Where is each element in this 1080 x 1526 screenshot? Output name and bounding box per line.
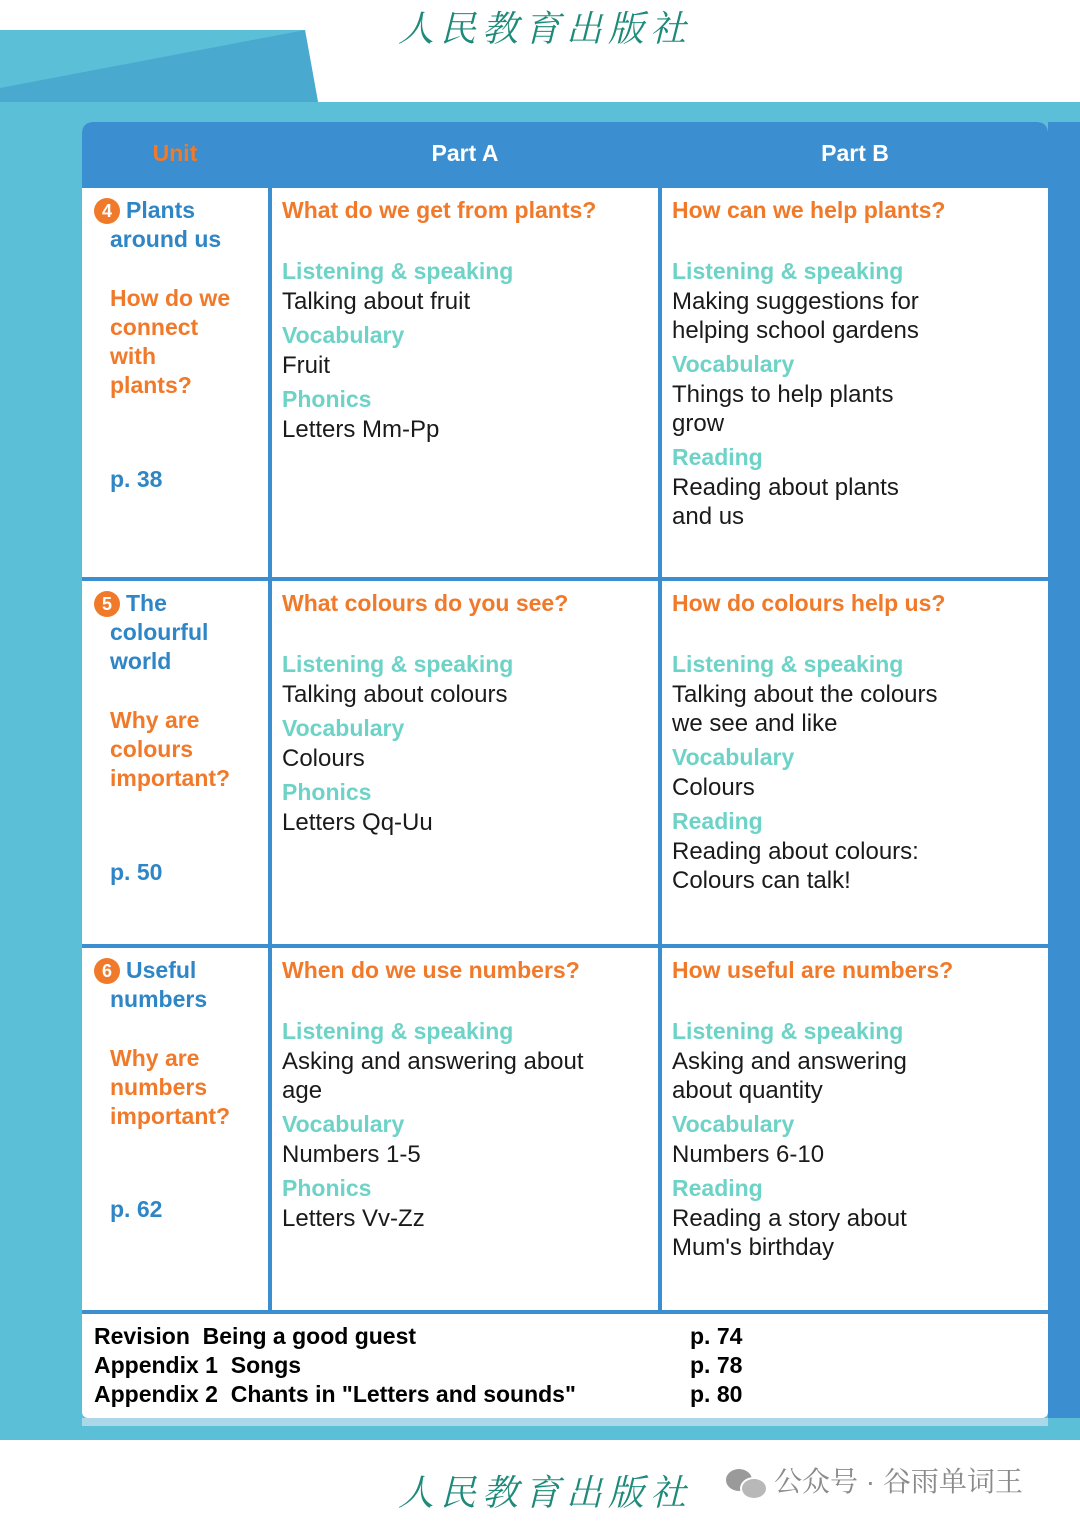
lesson-question: How do colours help us?	[672, 590, 946, 616]
lesson-question: What do we get from plants?	[282, 197, 597, 223]
contents-table	[82, 122, 1048, 1418]
section-heading: Listening & speaking	[672, 1018, 904, 1044]
unit-cell[interactable]	[94, 196, 266, 556]
unit-number-badge: 5	[94, 591, 120, 617]
section-text: Things to help plants grow	[672, 381, 894, 437]
wechat-icon	[726, 1467, 766, 1497]
unit-page-number: p. 50	[110, 859, 163, 885]
section-text: Letters Mm-Pp	[282, 416, 440, 443]
revision-list	[94, 1322, 576, 1409]
unit-question: How do we connect with plants?	[110, 285, 231, 398]
section-heading: Phonics	[282, 1175, 372, 1201]
unit-number-badge: 4	[94, 198, 120, 224]
revision-pages	[690, 1322, 742, 1409]
section-text: Reading a story about Mum's birthday	[672, 1205, 907, 1261]
unit-page-number: p. 62	[110, 1196, 163, 1222]
section-text: Reading about colours: Colours can talk!	[672, 838, 919, 894]
section-text: Letters Vv-Zz	[282, 1205, 425, 1232]
section-text: Numbers 6-10	[672, 1141, 825, 1168]
section-text: Asking and answering about quantity	[672, 1048, 907, 1104]
column-divider	[268, 122, 272, 1312]
header-unit: Unit	[82, 122, 268, 184]
section-heading: Listening & speaking	[282, 651, 514, 677]
unit-page-number: p. 38	[110, 466, 163, 492]
section-text: Colours	[672, 774, 755, 801]
part-a-cell	[282, 588, 652, 840]
section-heading: Listening & speaking	[282, 258, 514, 284]
unit-question: Why are colours important?	[110, 707, 231, 791]
lesson-question: What colours do you see?	[282, 590, 569, 616]
section-heading: Listening & speaking	[672, 651, 904, 677]
unit-cell[interactable]	[94, 956, 266, 1316]
part-a-cell	[282, 195, 652, 447]
wechat-watermark	[726, 1462, 1023, 1502]
section-text: Fruit	[282, 352, 330, 379]
lesson-question: How can we help plants?	[672, 197, 946, 223]
section-heading: Vocabulary	[672, 1111, 795, 1137]
publisher-logo-bottom: 人民教育出版社	[397, 1473, 692, 1514]
section-heading: Reading	[672, 444, 763, 470]
section-heading: Vocabulary	[282, 715, 405, 741]
section-heading: Phonics	[282, 386, 372, 412]
section-heading: Vocabulary	[672, 744, 795, 770]
section-text: Talking about fruit	[282, 288, 471, 315]
section-text: Numbers 1-5	[282, 1141, 421, 1168]
appendix-item[interactable]: Appendix 1 Songs	[94, 1352, 302, 1378]
section-heading: Listening & speaking	[282, 1018, 514, 1044]
section-text: Talking about the colours we see and like	[672, 681, 938, 737]
publisher-logo-top: 人民教育出版社	[397, 9, 692, 50]
lesson-question: When do we use numbers?	[282, 957, 580, 983]
row-divider	[82, 184, 1048, 188]
section-heading: Listening & speaking	[672, 258, 904, 284]
page-number: p. 80	[690, 1381, 743, 1407]
section-text: Letters Qq-Uu	[282, 809, 433, 836]
section-heading: Vocabulary	[672, 351, 795, 377]
unit-title: 5 The colourful world	[94, 589, 266, 676]
page-number: p. 78	[690, 1352, 743, 1378]
section-text: Asking and answering about age	[282, 1048, 584, 1104]
row-divider	[82, 577, 1048, 581]
section-text: Making suggestions for helping school gardens	[672, 288, 919, 344]
appendix-item[interactable]: Appendix 2 Chants in "Letters and sounds"	[94, 1381, 576, 1407]
part-b-cell	[672, 195, 1042, 534]
header-part-b: Part B	[662, 122, 1048, 184]
part-a-cell	[282, 955, 652, 1236]
unit-title: 4 Plants around us	[94, 196, 266, 254]
section-heading: Phonics	[282, 779, 372, 805]
section-heading: Vocabulary	[282, 1111, 405, 1137]
section-text: Talking about colours	[282, 681, 508, 708]
section-heading: Vocabulary	[282, 322, 405, 348]
unit-title: 6 Useful numbers	[94, 956, 266, 1014]
revision-item[interactable]: Revision Being a good guest	[94, 1323, 417, 1349]
section-text: Colours	[282, 745, 365, 772]
column-divider	[658, 122, 662, 1312]
unit-number-badge: 6	[94, 958, 120, 984]
page-number: p. 74	[690, 1323, 743, 1349]
part-b-cell	[672, 588, 1042, 898]
unit-question: Why are numbers important?	[110, 1045, 231, 1129]
watermark-text: 公众号 · 谷雨单词王	[774, 1466, 1023, 1497]
unit-cell[interactable]	[94, 589, 266, 949]
section-heading: Reading	[672, 808, 763, 834]
section-heading: Reading	[672, 1175, 763, 1201]
header-part-a: Part A	[272, 122, 658, 184]
part-b-cell	[672, 955, 1042, 1265]
section-text: Reading about plants and us	[672, 474, 899, 530]
lesson-question: How useful are numbers?	[672, 957, 954, 983]
